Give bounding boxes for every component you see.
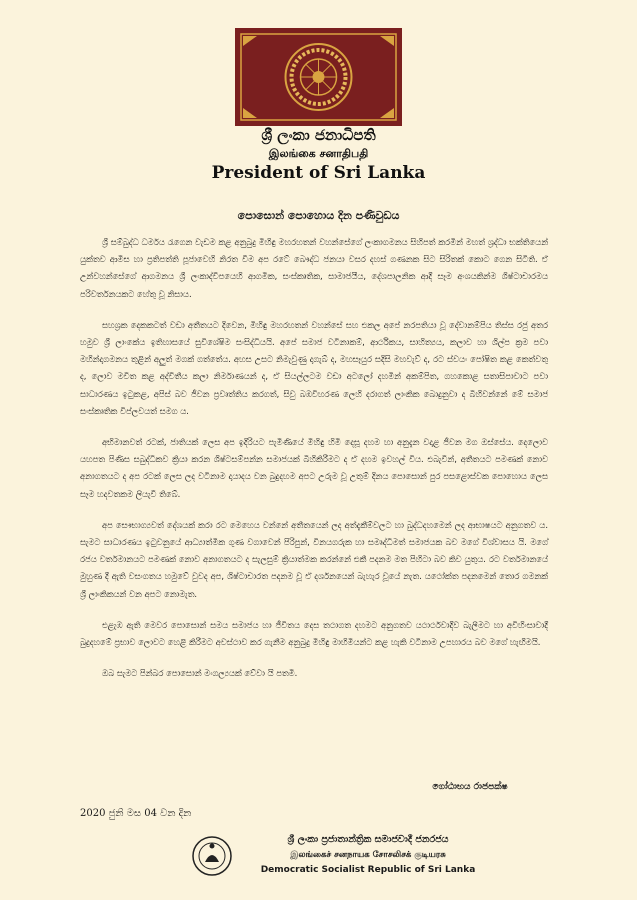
- paragraph: අභිමානවත් රටක්, ජාතියක් ලෙස අප ඉදිරියට පැමිණියේ මිහිඳු හිමි දෙසූ දහම හා අනුදැන වදාළ ජීවන මග ඔස්සේය. දෙලොව යහපත පිණිස සබුද්ධිකව ක්‍රියා කරන ශිෂ්ටසම්පන්න සමාජයක් බිහිකිරීමට ද ඒ දහම ඉවහල් විය. එබැවින්, අතීතයට පමණක් නොව අනාගතයට ද අප රටක් ලෙස ලද වටිනාම දායාදය වන බුදුදහම අපට උරුම වූ උතුම් දිනය පොසොන් පුර පසළොස්වක පොහොය ලෙස සෑම හදවතකම ලියැවී තිබේ.: [80, 437, 548, 499]
- paragraph: අප සෞභාග්‍යවත් දේශයක් කරා රට මෙහෙය වන්නේ අතීතයෙන් ලද අත්දැකීම්වලට හා බුද්ධදහමෙන් ලද ආභාෂයට අනුගතව ය. සැමට සාධාරණය ඉටුවනුයේ ආධ්‍යාත්මික ගුණ වගාවෙන් පිරිපුන්, විනයගරුක හා සමෘද්ධිමත් සමාජයක බව මගේ විශ්වාසය යි. මගේ රජය වර්තමානයට පමණක් නොව අනාගතයට ද සැලසුම් ක්‍රියාත්මක කරන්නේ එකී පදනම මත පිහිටා බව කිව යුතුය. රට වර්තමානයේ මුහුණ දී ඇති වසංගතය හමුවේ වුවද අප, ශිෂ්ටාචාරත පදනම වූ ඒ දර්ශනයෙන් බැහැර වූයේ නැත. යථෝක්ත පදනමෙන් තොර ගමනක් ශ්‍රී ලාංකිකයන් වන අපට නොමැත.: [80, 519, 548, 599]
- paragraph: සහශ්‍රක දෙකකටත් වඩා අතීතයට දිවෙන, මිහිඳු මහරහතන් වහන්සේ සහ එකල අපේ නරපතියා වූ දේවානම්පිය තිස්ස රජු අතර හමුව ශ්‍රී ලාංකේය ඉතිහාසයේ සුවිශේෂිම සංසිද්ධියයි. අපේ සමාජ වටිනාකම්, ආර්ථිකය, සාහිත්‍යය, කලාව හා ශිල්ප ක්‍රම පවා මහින්දාගමනය තුළින් අලුත් මගක් ගත්තේය. අහස උසට නිමැවුණු දාගැබ් ද, මහසෑයුර සදිසි මහවැව් ද, රට ස්වයං පෝෂිත කළ කෙත්වතු ද, ලොව මවිත කළ අද්විතීය කලා නිර්මාණයන් ද, ඒ සියල්ලටම වඩා අටලෝ දහමින් අකම්පිත, ගහකොළ සතාසිපාවාට පවා සාධාරණය ඉටුකළ, අපිස් බව ජීවන ප්‍රවෘත්තිය කරගත්, සිවු බඹවිහරණ ලෙහි දරාගත් ලාංකික බොදුනුවා ද බිහිවන්නේ මේ සමාජ සංස්කෘතික විප්ලවයත් සමග ය.: [80, 319, 548, 416]
- paragraph: එළැඹ ඇති මෙවර පොසොන් සමය සමාජය හා ජීවිතය දෙස තථාගත දහමට අනුගතව යථාර්ථවාදීව බැලීමට හා අවිහිංසාවාදී බුදුදහමේ ප්‍රභාව ලොවට හෙළි කිරීමට අවස්ථාව කර ගැනීම අනුබුදු මිහිඳු මාහිමියන්ට කළ හැකි වටිනාම උපහාරය බව මගේ හැඟීමයි.: [80, 619, 548, 648]
- signatory-name: ගෝඨාභය රාජපක්ෂ: [432, 782, 508, 792]
- paragraph: ශ්‍රී සම්බුද්ධ ධර්මය රැගෙන වැඩම කළ අනුබුදු මිහිඳු මහරහතන් වහන්සේගේ ලංකාගමනය සිහිපත් කරමින් මහත් ශ්‍රද්ධා භක්තියෙන් යුක්තව ආමිස හා ප්‍රතිපත්ති පූජාවෙහි නිරත වීම අප රටේ බෞද්ධ ජනයා වසර දහස් ගණනක සිට සිරිතක් කොට ගෙන සිටිති. ඒ උන්වහන්සේගේ ආගමනය ශ්‍රී ලංකාද්වීපයෙහි ආගමික, සංස්කෘතික, සාමාජයීය, දේශපාලනික ආදී සෑම අංශයකින්ම ශිෂ්ටාචාරමය පරිවර්තනයකට හේතු වූ නිසාය.: [80, 237, 548, 299]
- presidential-emblem-icon: [235, 28, 402, 126]
- letterhead-title-tamil: இலங்கை சனாதிபதி: [268, 147, 369, 160]
- footer-republic-sinhala: ශ්‍රී ලංකා ප්‍රජාතාන්ත්‍රික සමාජවාදී ජනරජය: [287, 834, 449, 845]
- letterhead-title-english: President of Sri Lanka: [211, 163, 426, 183]
- letterhead-title-sinhala: ශ්‍රී ලංකා ජනාධිපති: [261, 126, 376, 144]
- message-body: [80, 234, 548, 696]
- state-emblem-icon: [188, 834, 236, 878]
- document-title: පොසොන් පොහොය දින පණිවුඩය: [237, 209, 400, 222]
- footer-republic-english: Democratic Socialist Republic of Sri Lanka: [260, 865, 476, 875]
- footer-republic-tamil: இலங்கைச் சனநாயக சோசலிசக் குடியரசு: [290, 850, 446, 860]
- paragraph: ඔබ සැමට පින්බර පොසොන් මංගල්‍යයක් වේවා යි පතමි.: [102, 668, 298, 679]
- document-date: 2020 ජුනි මස 04 වන දින: [80, 808, 192, 819]
